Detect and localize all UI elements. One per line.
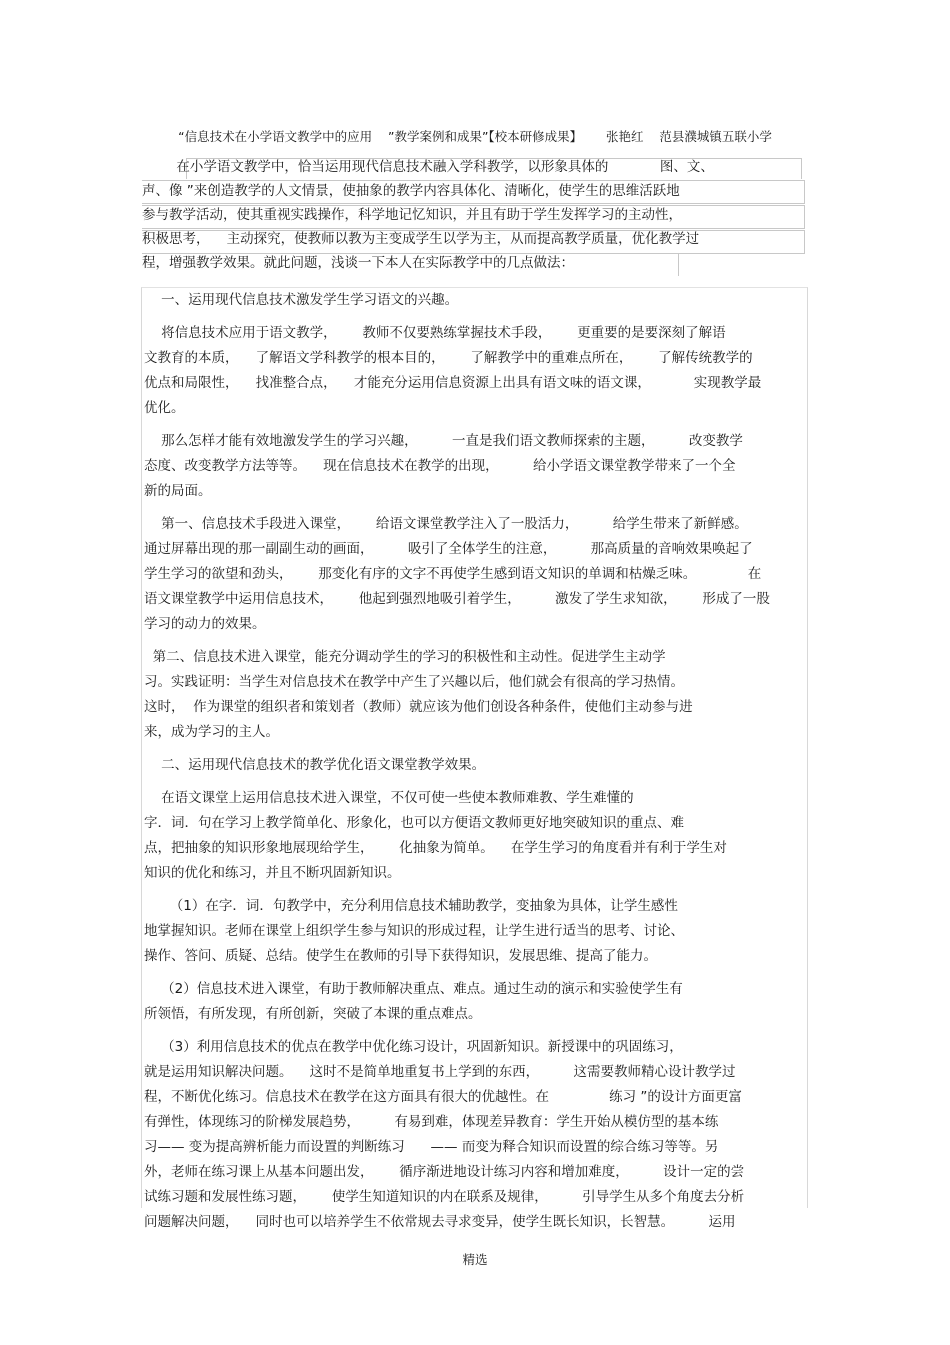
paragraph-line: 文教育的本质， 了解语文学科教学的根本目的， 了解教学中的重难点所在， 了解传统教学的 xyxy=(144,350,753,366)
paragraph-line: 二、运用现代信息技术的教学优化语文课堂教学效果。 xyxy=(144,757,486,773)
paragraph xyxy=(144,645,806,745)
paragraph-line: 操作、答问、质疑、总结。使学生在教师的引导下获得知识，发展思维、提高了能力。 xyxy=(144,948,657,964)
paragraph xyxy=(144,753,806,778)
paragraph-line: 点，把抽象的知识形象地展现给学生， 化抽象为简单。 在学生学习的角度看并有利于学生对 xyxy=(144,840,727,856)
paragraph-line: 所领悟，有所发现，有所创新，突破了本课的重点难点。 xyxy=(144,1006,482,1022)
paragraph xyxy=(144,512,806,637)
paragraph-line: 态度、改变教学方法等等。 现在信息技术在教学的出现， 给小学语文课堂教学带来了一个全 xyxy=(144,458,736,474)
intro-paragraph xyxy=(142,155,807,275)
paragraph-line: 通过屏幕出现的那一副副生动的画面， 吸引了全体学生的注意， 那高质量的音响效果唤起了 xyxy=(144,541,753,557)
paragraph-line: 新的局面。 xyxy=(144,483,212,499)
paragraph-line: 字．词．句在学习上教学简单化、形象化，也可以方便语文教师更好地突破知识的重点、难 xyxy=(144,815,684,831)
paragraph xyxy=(144,429,806,504)
paragraph-line: 第一、信息技术手段进入课堂， 给语文课堂教学注入了一股活力， 给学生带来了新鲜感。 xyxy=(144,516,748,532)
paragraph-line: 语文课堂教学中运用信息技术， 他起到强烈地吸引着学生， 激发了学生求知欲， 形成了一股 xyxy=(144,591,770,607)
paragraph-line: 习—— 变为提高辨析能力而设置的判断练习 —— 而变为释合知识而设置的综合练习等等。另 xyxy=(144,1139,719,1155)
paragraph xyxy=(144,894,806,969)
paragraph-line: （3）利用信息技术的优点在教学中优化练习设计，巩固新知识。新授课中的巩固练习， xyxy=(144,1039,683,1055)
document-body xyxy=(144,288,806,1243)
paragraph-line: 一、运用现代信息技术激发学生学习语文的兴趣。 xyxy=(144,292,459,308)
paragraph-line: 地掌握知识。老师在课堂上组织学生参与知识的形成过程，让学生进行适当的思考、讨论、 xyxy=(144,923,684,939)
intro-line: 在小学语文教学中，恰当运用现代信息技术融入学科教学，以形象具体的 图、文、 xyxy=(142,159,714,175)
paragraph-line: 第二、信息技术进入课堂，能充分调动学生的学习的积极性和主动性。促进学生主动学 xyxy=(144,649,666,665)
intro-line: 参与教学活动，使其重视实践操作，科学地记忆知识，并且有助于学生发挥学习的主动性， xyxy=(142,207,682,223)
paragraph xyxy=(144,1035,806,1235)
paragraph-line: 优化。 xyxy=(144,400,185,416)
paragraph-line: 问题解决问题， 同时也可以培养学生不依常规去寻求变异，使学生既长知识，长智慧。 运用 xyxy=(144,1214,736,1230)
intro-line: 积极思考， 主动探究，使教师以教为主变成学生以学为主，从而提高教学质量，优化教学过 xyxy=(142,231,700,247)
paragraph xyxy=(144,786,806,886)
paragraph-line: 学习的动力的效果。 xyxy=(144,616,266,632)
paragraph-line: 试练习题和发展性练习题， 使学生知道知识的内在联系及规律， 引导学生从多个角度去分析 xyxy=(144,1189,745,1205)
intro-line: 声、像 ”来创造教学的人文情景，使抽象的教学内容具体化、清晰化，使学生的思维活跃地 xyxy=(142,183,680,199)
paragraph-line: 在语文课堂上运用信息技术进入课堂，不仅可使一些使本教师难教、学生难懂的 xyxy=(144,790,634,806)
paragraph-line: 就是运用知识解决问题。 这时不是简单地重复书上学到的东西， 这需要教师精心设计教学过 xyxy=(144,1064,736,1080)
paragraph xyxy=(144,977,806,1027)
paragraph xyxy=(144,288,806,313)
paragraph xyxy=(144,321,806,421)
paragraph-line: （2）信息技术进入课堂，有助于教师解决重点、难点。通过生动的演示和实验使学生有 xyxy=(144,981,683,997)
paragraph-line: 习。实践证明：当学生对信息技术在教学中产生了兴趣以后，他们就会有很高的学习热情。 xyxy=(144,674,684,690)
page-footer: 精选 xyxy=(462,1252,488,1267)
paragraph-line: 将信息技术应用于语文教学， 教师不仅要熟练掌握技术手段， 更重要的是要深刻了解语 xyxy=(144,325,726,341)
paragraph-line: 有弹性，体现练习的阶梯发展趋势， 有易到难，体现差异教育：学生开始从模仿型的基本练 xyxy=(144,1114,719,1130)
paragraph-line: 优点和局限性， 找准整合点， 才能充分运用信息资源上出具有语文味的语文课， 实现教学最 xyxy=(144,375,762,391)
paragraph-line: 那么怎样才能有效地激发学生的学习兴趣， 一直是我们语文教师探索的主题， 改变教学 xyxy=(144,433,743,449)
paragraph-line: （1）在字．词．句教学中，充分利用信息技术辅助教学，变抽象为具体，让学生感性 xyxy=(144,898,678,914)
paragraph-line: 这时， 作为课堂的组织者和策划者（教师）就应该为他们创设各种条件，使他们主动参与进 xyxy=(144,699,693,715)
document-title: “信息技术在小学语文教学中的应用 ”教学案例和成果”【校本研修成果】 张艳红 范县濮城镇五联小学 xyxy=(178,129,772,144)
paragraph-line: 学生学习的欲望和劲头， 那变化有序的文字不再使学生感到语文知识的单调和枯燥乏味。 在 xyxy=(144,566,762,582)
paragraph-line: 知识的优化和练习，并且不断巩固新知识。 xyxy=(144,865,401,881)
paragraph-line: 来，成为学习的主人。 xyxy=(144,724,279,740)
paragraph-line: 程，不断优化练习。信息技术在教学在这方面具有很大的优越性。在 练习 ”的设计方面更富 xyxy=(144,1089,742,1105)
paragraph-line: 外，老师在练习课上从基本问题出发， 循序渐进地设计练习内容和增加难度， 设计一定的尝 xyxy=(144,1164,745,1180)
intro-line: 程，增强教学效果。就此问题，浅谈一下本人在实际教学中的几点做法： xyxy=(142,255,574,271)
